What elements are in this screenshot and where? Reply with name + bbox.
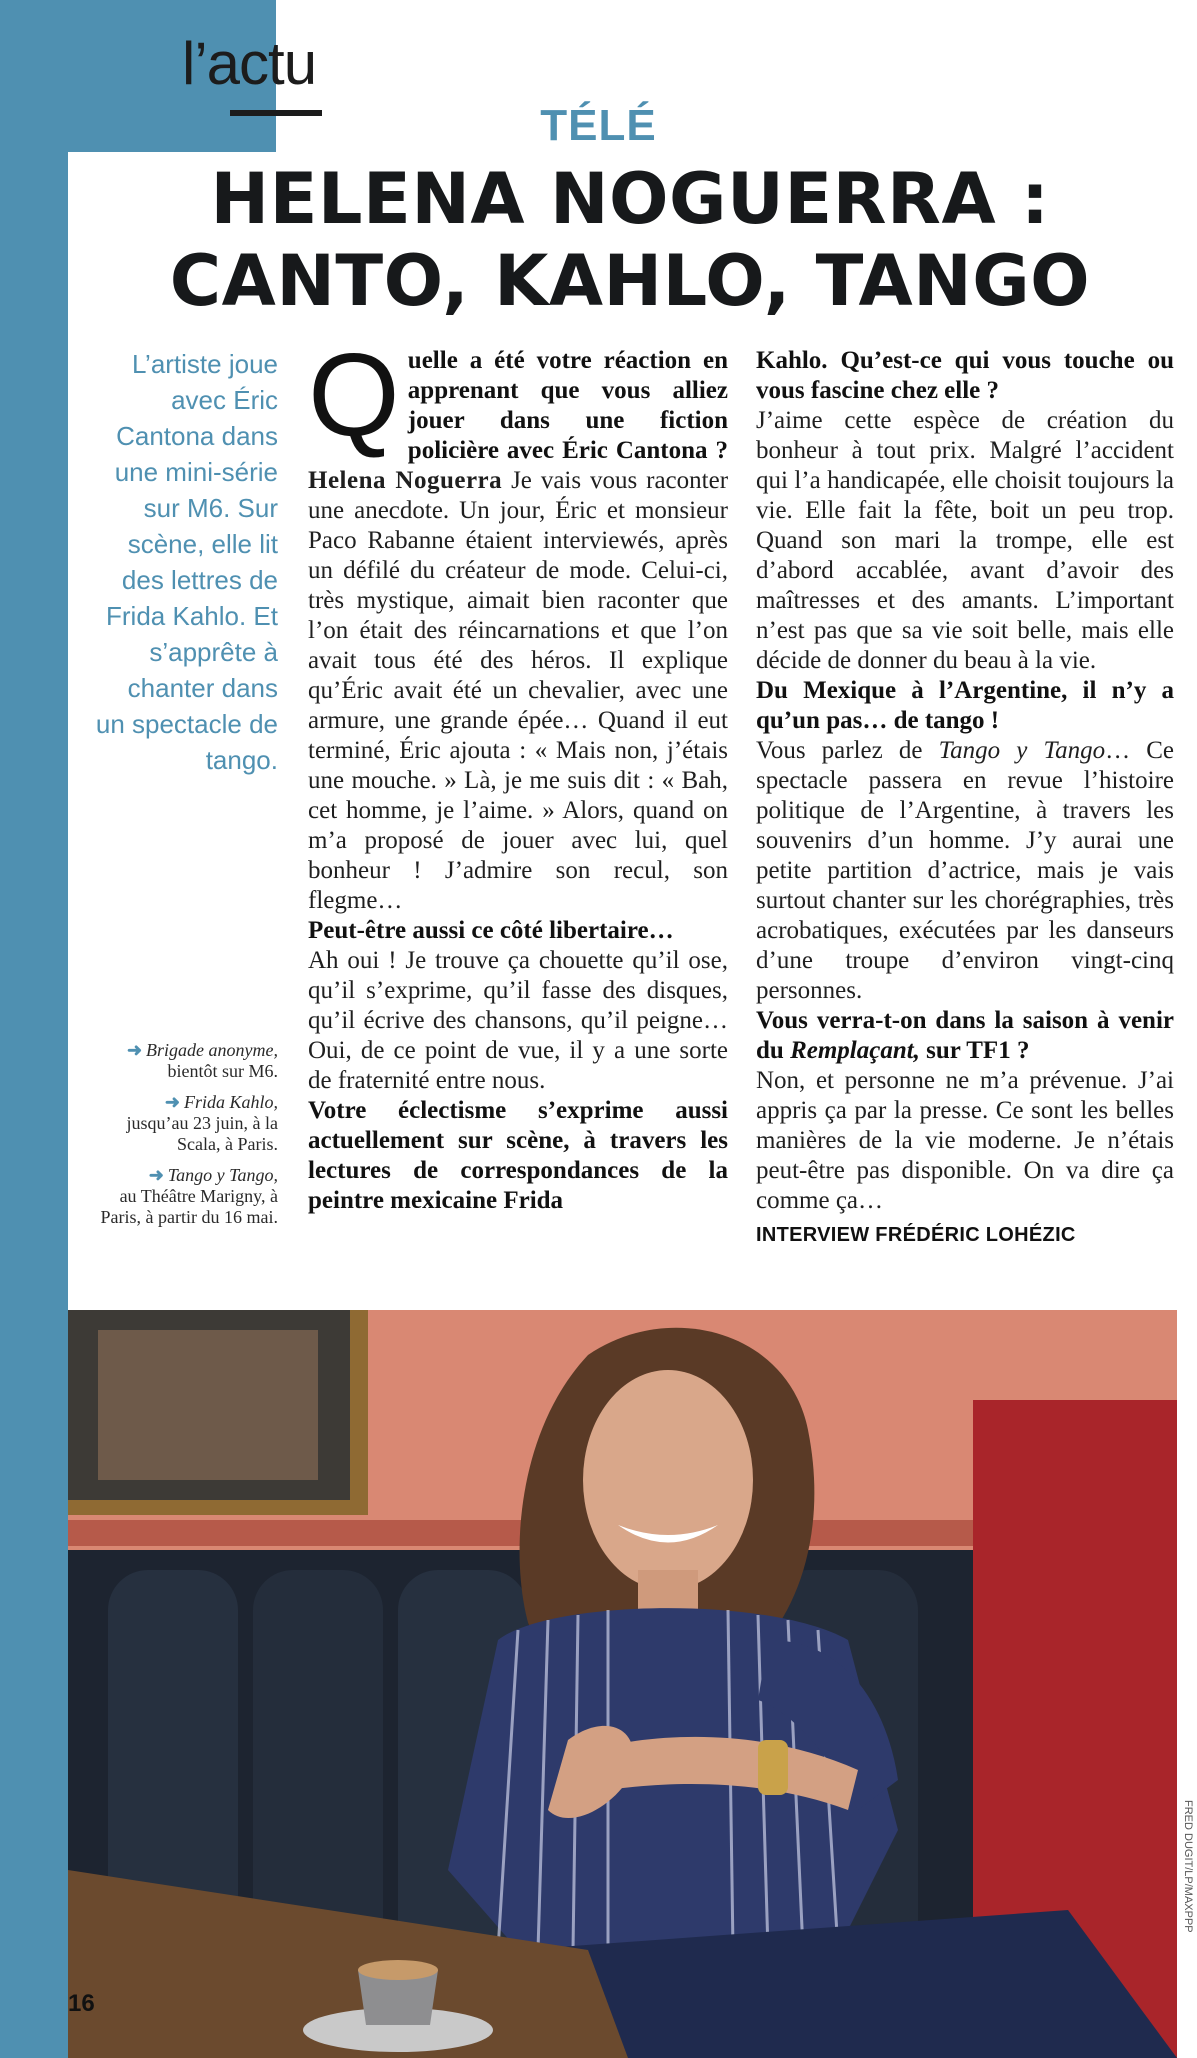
- article-column-1: [308, 329, 729, 1216]
- answer: Ah oui ! Je trouve ça chouette qu’il ose, qu’il s’exprime, qu’il fasse des disques, qu’il écrive des chansons, qu’il peigne… Oui, de ce point de vue, il y a une sorte de fraternité entre nous.: [308, 947, 728, 1094]
- arrow-right-icon: ➜: [148, 1165, 164, 1185]
- headline: [80, 158, 1180, 322]
- question: Du Mexique à l’Argentine, il n’y a qu’un pas… de tango !: [756, 677, 1174, 734]
- question: uelle a été votre réaction en apprenant que vous alliez jouer dans une fiction policière avec Éric Cantona ?: [407, 347, 728, 464]
- standfirst: L’artiste joue avec Éric Cantona dans une mini-série sur M6. Sur scène, elle lit des lettres de Frida Kahlo. Et s’apprête à chanter dans un spectacle de tango.: [95, 349, 278, 775]
- portrait-photo: [68, 1310, 1177, 2058]
- question: Votre éclectisme s’exprime aussi actuellement sur scène, à travers les lectures de correspondances de la peintre mexicaine Frida: [308, 1097, 728, 1214]
- arrow-right-icon: ➜: [126, 1040, 143, 1060]
- page-number: 16: [68, 1990, 95, 2017]
- question: Vous verra-t-on dans la saison à venir du Remplaçant, sur TF1 ?: [756, 1007, 1174, 1064]
- info-item: ➜ Brigade anonyme, bientôt sur M6.: [126, 1040, 278, 1081]
- info-item: ➜ Frida Kahlo, jusqu’au 23 juin, à la Scala, à Paris.: [126, 1092, 278, 1154]
- headline-line-1: HELENA NOGUERRA :: [210, 158, 1050, 240]
- headline-line-2: CANTO, KAHLO, TANGO: [169, 240, 1091, 322]
- portrait-illustration: [68, 1310, 1177, 2058]
- answer: Je vais vous raconter une anecdote. Un jour, Éric et monsieur Paco Rabanne étaient interviewés, après un défilé du créateur de mode. Celui-ci, très mystique, aimait bien raconter que l’on était des réincarnations et que l’on avait tous été des héros. Il explique qu’Éric avait été un chevalier, avec une armure, une grande épée… Quand il eut terminé, Éric ajouta : « Mais non, j’étais une mouche. » Là, je me suis dit : « Bah, cet homme, je l’aime. » Alors, quand on m’a proposé de jouer avec lui, quel bonheur ! J’admire son recul, son flegme…: [308, 467, 729, 914]
- answer: Vous parlez de Tango y Tango… Ce spectacle passera en revue l’histoire politique de l’Argentine, à travers les souvenirs d’un homme. J’y aurai une petite partition d’actrice, mais je vais surtout chanter sur les chorégraphies, très acrobatiques, exécutées par les danseurs d’une troupe d’environ vingt-cinq personnes.: [756, 737, 1174, 1004]
- speaker-name: Helena Noguerra: [308, 467, 503, 494]
- answer: Non, et personne ne m’a prévenue. J’ai appris ça par la presse. Ce sont les belles manières de la vie moderne. Je n’étais peut-être pas disponible. On va dire ça comme ça…: [756, 1067, 1174, 1214]
- answer: J’aime cette espèce de création du bonheur à tout prix. Malgré l’accident qui l’a handicapée, elle choisit toujours la vie. Elle fait la fête, boit un peu trop. Quand son mari la trompe, elle est d’abord accablée, avant d’avoir des maîtresses et des amants. L’important n’est pas que sa vie soit belle, mais elle décide de donner du beau à la vie.: [756, 407, 1174, 674]
- photo-credit: FRED DUGIT/LP/MAXPPP: [1182, 1800, 1194, 1933]
- arrow-right-icon: ➜: [164, 1092, 180, 1112]
- question: Kahlo. Qu’est-ce qui vous touche ou vous fascine chez elle ?: [756, 347, 1174, 404]
- byline: INTERVIEW FRÉDÉRIC LOHÉZIC: [756, 1224, 1076, 1246]
- section-rubric: l’actu: [182, 30, 317, 97]
- kicker: TÉLÉ: [540, 101, 657, 150]
- practical-info: [84, 1040, 278, 1238]
- question: Peut-être aussi ce côté libertaire…: [308, 917, 674, 944]
- article-column-2: [756, 346, 1174, 1250]
- dropcap: Q: [308, 329, 400, 461]
- left-blue-band: [0, 0, 68, 2058]
- info-item: ➜ Tango y Tango, au Théâtre Marigny, à Paris, à partir du 16 mai.: [100, 1165, 278, 1227]
